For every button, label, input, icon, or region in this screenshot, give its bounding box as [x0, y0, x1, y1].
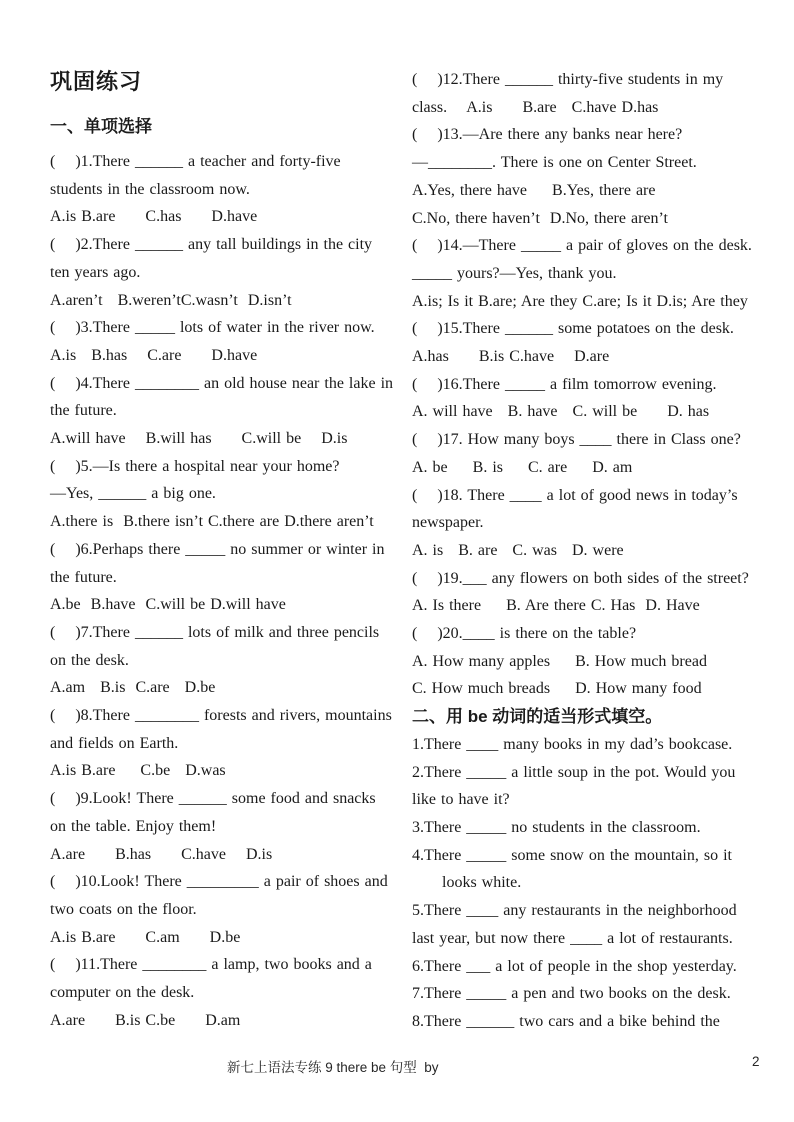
text-line: A.is; Is it B.are; Are they C.are; Is it D.is; Are they — [412, 292, 748, 310]
text-line: A. is B. are C. was D. were — [412, 541, 624, 559]
text-line: on the desk. — [50, 651, 129, 669]
text-line: 4.There _____ some snow on the mountain, so it — [412, 846, 732, 864]
document-title: 巩固练习 — [50, 69, 143, 94]
text-line: C.No, there haven’t D.No, there aren’t — [412, 209, 668, 227]
text-line: A. Is there B. Are there C. Has D. Have — [412, 597, 700, 615]
text-line: ( )6.Perhaps there _____ no summer or winter in — [50, 540, 385, 558]
text-line: ( )4.There ________ an old house near the lake in — [50, 374, 394, 392]
text-line: A. How many apples B. How much bread — [412, 652, 707, 670]
text-line: _____ yours?—Yes, thank you. — [412, 264, 617, 282]
text-line: A.are B.has C.have D.is — [50, 845, 273, 863]
text-line: A.be B.have C.will be D.will have — [50, 596, 286, 614]
text-line: —Yes, ______ a big one. — [50, 485, 216, 503]
footer-label: 新七上语法专练 9 there be 句型 by — [227, 1060, 439, 1075]
text-line: two coats on the floor. — [50, 900, 197, 918]
text-line: ( )17. How many boys ____ there in Class one? — [412, 431, 741, 449]
text-line: A.is B.are C.has D.have — [50, 208, 258, 226]
text-line: newspaper. — [412, 514, 484, 532]
text-line: A.am B.is C.are D.be — [50, 679, 216, 697]
section-one-right-lines — [412, 66, 774, 703]
section-one-left-lines — [50, 148, 402, 1035]
text-line: ( )3.There _____ lots of water in the river now. — [50, 319, 375, 337]
page-number: 2 — [752, 1054, 760, 1069]
text-line: ( )19.___ any flowers on both sides of the street? — [412, 569, 749, 587]
text-line: A. be B. is C. are D. am — [412, 458, 633, 476]
text-line: ( )13.—Are there any banks near here? — [412, 126, 683, 144]
text-line: A.Yes, there have B.Yes, there are — [412, 181, 656, 199]
text-line: A.has B.is C.have D.are — [412, 348, 610, 366]
section-two-lines — [412, 731, 774, 1036]
text-line: ( )1.There ______ a teacher and forty-five — [50, 153, 341, 170]
text-line: ( )9.Look! There ______ some food and snacks — [50, 790, 376, 808]
section-one-heading: 一、单项选择 — [50, 117, 152, 136]
text-line: A.is B.has C.are D.have — [50, 346, 258, 364]
text-line: ( )15.There ______ some potatoes on the desk. — [412, 320, 734, 338]
text-line: last year, but now there ____ a lot of restaurants. — [412, 929, 733, 947]
text-line: on the table. Enjoy them! — [50, 817, 217, 835]
text-line: and fields on Earth. — [50, 734, 179, 752]
text-line: A.is B.are C.am D.be — [50, 928, 241, 946]
text-line: C. How much breads D. How many food — [412, 680, 702, 698]
text-line: computer on the desk. — [50, 984, 195, 1002]
text-line: students in the classroom now. — [50, 180, 250, 198]
text-line: A.aren’t B.weren’tC.wasn’t D.isn’t — [50, 291, 292, 309]
text-line: A.will have B.will has C.will be D.is — [50, 430, 348, 448]
text-line: ( )16.There _____ a film tomorrow evening. — [412, 375, 717, 393]
text-line: 6.There ___ a lot of people in the shop yesterday. — [412, 957, 737, 975]
text-line: ( )12.There ______ thirty-five students in my — [412, 71, 724, 88]
text-line: ( )10.Look! There _________ a pair of shoes and — [50, 873, 388, 891]
text-line: ten years ago. — [50, 263, 141, 281]
text-line: looks white. — [412, 874, 522, 892]
text-line: —________. There is one on Center Street. — [412, 154, 697, 172]
text-line: class. A.is B.are C.have D.has — [412, 98, 659, 116]
section-two-heading: 二、用 be 动词的适当形式填空。 — [412, 707, 663, 727]
text-line: 8.There ______ two cars and a bike behind the — [412, 1012, 720, 1030]
left-column — [50, 66, 402, 1035]
text-line: ( )8.There ________ forests and rivers, mountains — [50, 707, 392, 725]
text-line: ( )2.There ______ any tall buildings in the city — [50, 236, 373, 254]
text-line: the future. — [50, 402, 117, 420]
text-line: A.are B.is C.be D.am — [50, 1011, 241, 1029]
text-line: ( )11.There ________ a lamp, two books and a — [50, 956, 372, 974]
text-line: A.is B.are C.be D.was — [50, 762, 226, 780]
text-line: ( )18. There ____ a lot of good news in today’s — [412, 486, 738, 504]
text-line: 5.There ____ any restaurants in the neighborhood — [412, 902, 737, 920]
text-line: 7.There _____ a pen and two books on the desk. — [412, 985, 731, 1003]
text-line: ( )14.—There _____ a pair of gloves on the desk. — [412, 237, 752, 255]
text-line: A. will have B. have C. will be D. has — [412, 403, 710, 421]
right-column — [412, 66, 774, 1036]
text-line: like to have it? — [412, 791, 510, 809]
text-line: 2.There _____ a little soup in the pot. Would you — [412, 763, 736, 781]
text-line: 3.There _____ no students in the classroom. — [412, 818, 701, 836]
text-line: ( )5.—Is there a hospital near your home? — [50, 457, 340, 475]
text-line: A.there is B.there isn’t C.there are D.there aren’t — [50, 513, 374, 531]
text-line: the future. — [50, 568, 117, 586]
text-line: ( )20.____ is there on the table? — [412, 625, 637, 643]
text-line: ( )7.There ______ lots of milk and three pencils — [50, 623, 380, 641]
text-line: 1.There ____ many books in my dad’s bookcase. — [412, 735, 733, 753]
